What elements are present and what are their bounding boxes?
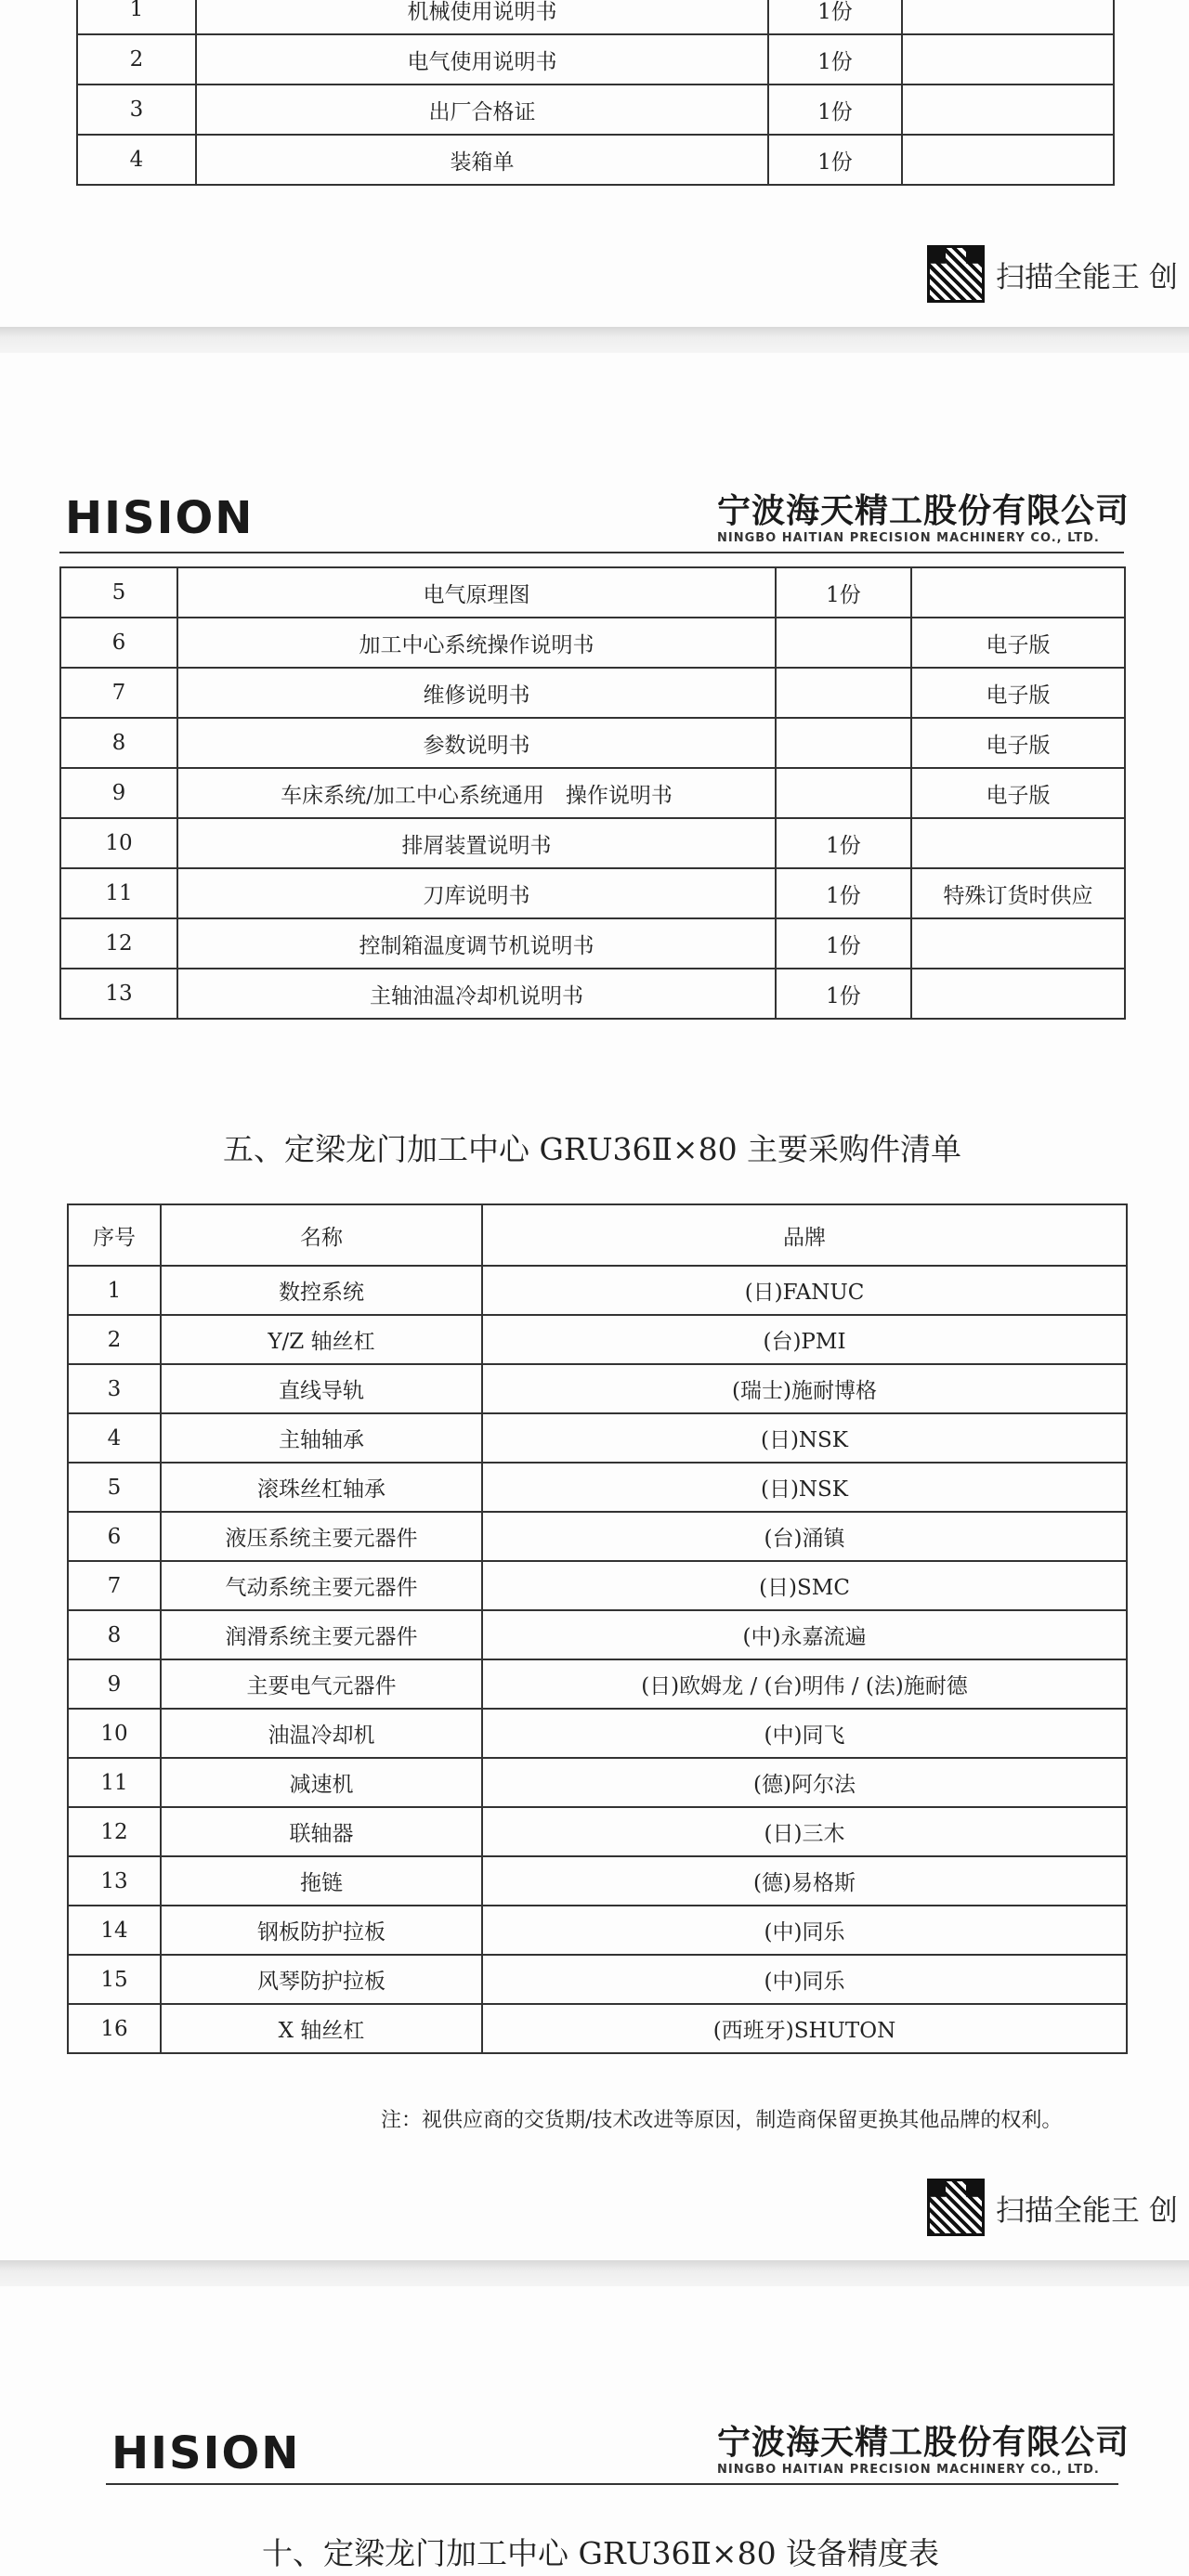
- cell-name: 润滑系统主要元器件: [161, 1610, 482, 1659]
- cell-remark: [911, 567, 1125, 618]
- table-row: [77, 34, 1114, 85]
- cell-remark: [902, 0, 1114, 34]
- hision-logo: HISION: [65, 492, 255, 544]
- cell-brand: (西班牙)SHUTON: [482, 2004, 1127, 2053]
- cell-name: 主轴油温冷却机说明书: [177, 969, 776, 1019]
- cell-remark: 电子版: [911, 718, 1125, 768]
- cell-qty: 1份: [776, 818, 911, 868]
- document-page-1: [0, 0, 1189, 327]
- cell-remark: 特殊订货时供应: [911, 868, 1125, 918]
- cell-remark: 电子版: [911, 668, 1125, 718]
- cell-name: 联轴器: [161, 1807, 482, 1856]
- cell-brand: (日)NSK: [482, 1463, 1127, 1512]
- purchased-parts-table: [67, 1203, 1128, 2054]
- cell-no: 1: [68, 1266, 161, 1315]
- table-row: [60, 818, 1125, 868]
- cell-no: 6: [60, 618, 177, 668]
- cell-no: 5: [68, 1463, 161, 1512]
- table-row: [60, 918, 1125, 969]
- cell-no: 12: [60, 918, 177, 969]
- cell-brand: (日)NSK: [482, 1413, 1127, 1463]
- cell-no: 7: [68, 1561, 161, 1610]
- cell-name: Y/Z 轴丝杠: [161, 1315, 482, 1364]
- table-row: [68, 1610, 1127, 1659]
- scanner-text: 扫描全能王 创: [996, 2193, 1178, 2228]
- cell-name: 刀库说明书: [177, 868, 776, 918]
- cell-name: 参数说明书: [177, 718, 776, 768]
- table-row: [68, 1906, 1127, 1955]
- table-row: [68, 1512, 1127, 1561]
- document-list-table-continued: [59, 566, 1126, 1020]
- cell-remark: 电子版: [911, 618, 1125, 668]
- cell-no: 7: [60, 668, 177, 718]
- cell-brand: (日)三木: [482, 1807, 1127, 1856]
- document-page-2: [0, 353, 1189, 2260]
- table-row: [68, 1413, 1127, 1463]
- company-name-cn: 宁波海天精工股份有限公司: [717, 492, 1130, 530]
- cell-brand: (日)FANUC: [482, 1266, 1127, 1315]
- cell-no: 16: [68, 2004, 161, 2053]
- cell-name: 直线导轨: [161, 1364, 482, 1413]
- cell-name: 控制箱温度调节机说明书: [177, 918, 776, 969]
- cell-brand: (中)同乐: [482, 1906, 1127, 1955]
- section-title-precision: 十、定梁龙门加工中心 GRU36Ⅱ×80 设备精度表: [262, 2535, 940, 2571]
- cell-name: 出厂合格证: [196, 85, 768, 135]
- table-row: [68, 1709, 1127, 1758]
- cell-no: 12: [68, 1807, 161, 1856]
- cell-no: 8: [60, 718, 177, 768]
- table-row: [68, 1758, 1127, 1807]
- cell-no: 11: [68, 1758, 161, 1807]
- scanner-watermark: [927, 245, 1178, 303]
- company-name-cn: 宁波海天精工股份有限公司: [717, 2424, 1130, 2462]
- cell-qty: [776, 768, 911, 818]
- cell-qty: 1份: [768, 34, 902, 85]
- cell-no: 2: [77, 34, 196, 85]
- cell-qty: [776, 718, 911, 768]
- table-row: [68, 1561, 1127, 1610]
- table-row: [60, 768, 1125, 818]
- document-page-3: [0, 2286, 1189, 2576]
- cell-qty: 1份: [776, 868, 911, 918]
- cell-name: 数控系统: [161, 1266, 482, 1315]
- cell-brand: (日)SMC: [482, 1561, 1127, 1610]
- cell-name: 主要电气元器件: [161, 1659, 482, 1709]
- cell-brand: (日)欧姆龙 / (台)明伟 / (法)施耐德: [482, 1659, 1127, 1709]
- cell-no: 11: [60, 868, 177, 918]
- cell-name: 主轴轴承: [161, 1413, 482, 1463]
- table-row: [68, 2004, 1127, 2053]
- header-brand: 品牌: [482, 1204, 1127, 1266]
- cell-no: 13: [68, 1856, 161, 1906]
- cell-name: 油温冷却机: [161, 1709, 482, 1758]
- cell-no: 2: [68, 1315, 161, 1364]
- page-gap: [0, 2260, 1189, 2286]
- brand-change-note: 注：视供应商的交货期/技术改进等原因，制造商保留更换其他品牌的权利。: [381, 2109, 1063, 2132]
- header-name: 名称: [161, 1204, 482, 1266]
- scanner-text: 扫描全能王 创: [996, 260, 1178, 294]
- cell-qty: 1份: [776, 969, 911, 1019]
- qr-code-icon: [927, 2179, 985, 2236]
- cell-no: 10: [68, 1709, 161, 1758]
- cell-remark: [911, 969, 1125, 1019]
- table-row: [68, 1364, 1127, 1413]
- cell-qty: 1份: [776, 567, 911, 618]
- cell-name: 钢板防护拉板: [161, 1906, 482, 1955]
- cell-name: 电气原理图: [177, 567, 776, 618]
- cell-name: 气动系统主要元器件: [161, 1561, 482, 1610]
- cell-name: 风琴防护拉板: [161, 1955, 482, 2004]
- cell-brand: (德)易格斯: [482, 1856, 1127, 1906]
- cell-qty: 1份: [776, 918, 911, 969]
- table-row: [68, 1955, 1127, 2004]
- cell-remark: [902, 85, 1114, 135]
- table-row: [60, 567, 1125, 618]
- section-title-purchased-parts: 五、定梁龙门加工中心 GRU36Ⅱ×80 主要采购件清单: [223, 1131, 962, 1167]
- cell-brand: (德)阿尔法: [482, 1758, 1127, 1807]
- table-row: [68, 1807, 1127, 1856]
- cell-name: X 轴丝杠: [161, 2004, 482, 2053]
- cell-no: 5: [60, 567, 177, 618]
- cell-brand: (中)同乐: [482, 1955, 1127, 2004]
- cell-qty: 1份: [768, 135, 902, 185]
- table-row: [60, 618, 1125, 668]
- cell-name: 滚珠丝杠轴承: [161, 1463, 482, 1512]
- cell-no: 8: [68, 1610, 161, 1659]
- cell-name: 拖链: [161, 1856, 482, 1906]
- cell-brand: (中)同飞: [482, 1709, 1127, 1758]
- company-name-en: NINGBO HAITIAN PRECISION MACHINERY CO., LTD.: [717, 2463, 1100, 2477]
- table-row: [68, 1856, 1127, 1906]
- cell-brand: (台)涌镇: [482, 1512, 1127, 1561]
- cell-name: 电气使用说明书: [196, 34, 768, 85]
- header-no: 序号: [68, 1204, 161, 1266]
- cell-no: 13: [60, 969, 177, 1019]
- table-row: [60, 718, 1125, 768]
- cell-no: 9: [60, 768, 177, 818]
- table-row: [77, 0, 1114, 34]
- header-divider: [106, 2483, 1118, 2485]
- cell-name: 机械使用说明书: [196, 0, 768, 34]
- cell-no: 14: [68, 1906, 161, 1955]
- cell-no: 6: [68, 1512, 161, 1561]
- hision-logo: HISION: [111, 2427, 301, 2479]
- cell-name: 液压系统主要元器件: [161, 1512, 482, 1561]
- scanner-watermark: [927, 2179, 1178, 2236]
- cell-name: 车床系统/加工中心系统通用 操作说明书: [177, 768, 776, 818]
- cell-name: 排屑装置说明书: [177, 818, 776, 868]
- cell-qty: 1份: [768, 0, 902, 34]
- cell-no: 1: [77, 0, 196, 34]
- table-row: [60, 868, 1125, 918]
- table-row: [60, 668, 1125, 718]
- table-row: [68, 1266, 1127, 1315]
- cell-name: 维修说明书: [177, 668, 776, 718]
- header-divider: [59, 552, 1124, 553]
- cell-name: 加工中心系统操作说明书: [177, 618, 776, 668]
- company-name-en: NINGBO HAITIAN PRECISION MACHINERY CO., LTD.: [717, 531, 1100, 545]
- cell-remark: [911, 818, 1125, 868]
- cell-no: 3: [68, 1364, 161, 1413]
- cell-name: 装箱单: [196, 135, 768, 185]
- cell-remark: [911, 918, 1125, 969]
- cell-qty: [776, 668, 911, 718]
- cell-brand: (中)永嘉流遍: [482, 1610, 1127, 1659]
- page-gap: [0, 327, 1189, 353]
- cell-remark: 电子版: [911, 768, 1125, 818]
- cell-no: 4: [77, 135, 196, 185]
- cell-qty: 1份: [768, 85, 902, 135]
- cell-qty: [776, 618, 911, 668]
- table-row: [77, 85, 1114, 135]
- cell-no: 4: [68, 1413, 161, 1463]
- table-row: [77, 135, 1114, 185]
- table-row: [60, 969, 1125, 1019]
- table-row: [68, 1659, 1127, 1709]
- cell-brand: (台)PMI: [482, 1315, 1127, 1364]
- cell-remark: [902, 135, 1114, 185]
- cell-brand: (瑞士)施耐博格: [482, 1364, 1127, 1413]
- cell-no: 3: [77, 85, 196, 135]
- table-row: [68, 1463, 1127, 1512]
- document-list-table: [76, 0, 1115, 186]
- cell-name: 减速机: [161, 1758, 482, 1807]
- qr-code-icon: [927, 245, 985, 303]
- table-row: [68, 1315, 1127, 1364]
- cell-no: 9: [68, 1659, 161, 1709]
- cell-remark: [902, 34, 1114, 85]
- cell-no: 10: [60, 818, 177, 868]
- cell-no: 15: [68, 1955, 161, 2004]
